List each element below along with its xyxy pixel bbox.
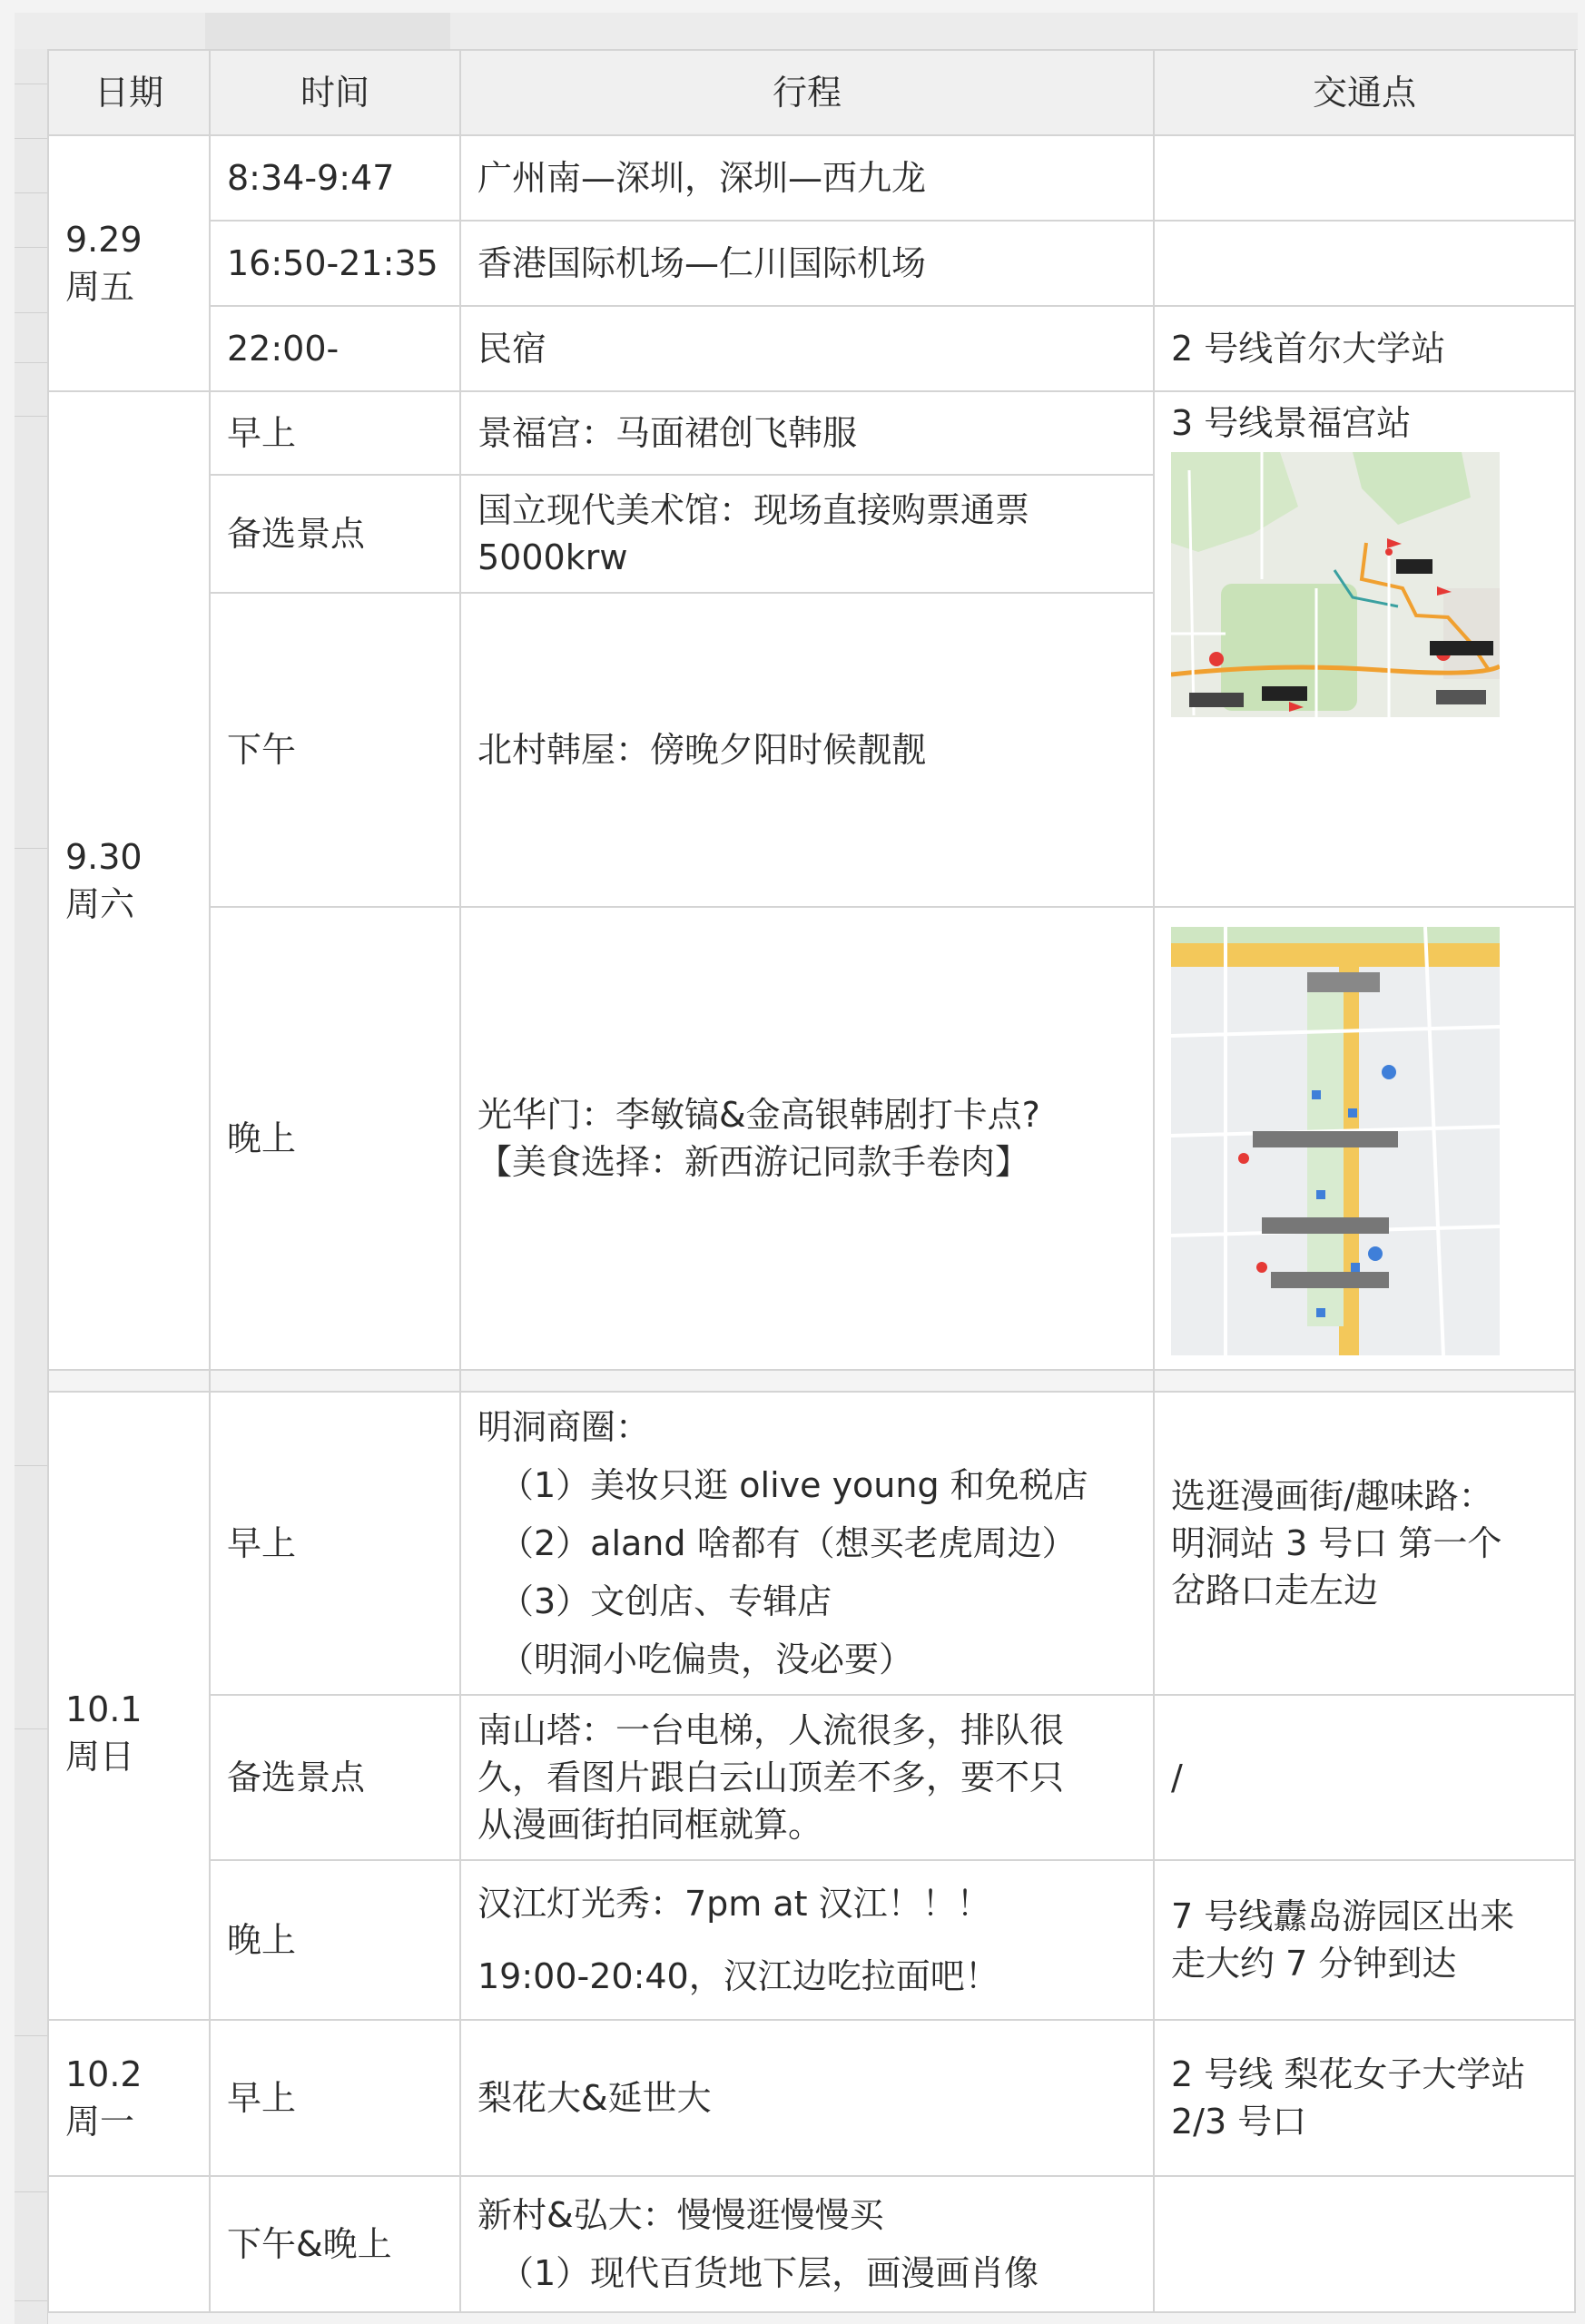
plan-cell[interactable] [460,907,1154,1370]
weekday-label: 周五 [65,267,135,307]
plan-line: 汉江灯光秀：7pm at 汉江！！！ [477,1884,991,1924]
plan-cell[interactable] [460,2176,1154,2312]
date-cell[interactable] [48,135,210,391]
column-header-strip [15,13,1578,50]
transit-line: 2/3 号口 [1171,2102,1307,2142]
transit-line: 2 号线 梨花女子大学站 [1171,2054,1526,2094]
weekday-label: 周一 [65,2102,135,2142]
transit-cell[interactable] [1154,135,1575,221]
plan-cell[interactable]: 北村韩屋：傍晚夕阳时候靓靓 [460,593,1154,907]
plan-line: 从漫画街拍同框就算。 [477,1805,823,1845]
time-cell[interactable]: 早上 [210,2020,460,2176]
plan-line: （2）aland 啥都有（想买老虎周边） [499,1523,1077,1563]
transit-line: 选逛漫画街/趣味路： [1171,1476,1493,1516]
plan-line: 光华门：李敏镐&金高银韩剧打卡点? [477,1095,1040,1135]
date-label: 9.29 [65,220,143,260]
table-row [48,391,1575,475]
transit-line: 走大约 7 分钟到达 [1171,1944,1457,1984]
time-cell[interactable]: 晚上 [210,907,460,1370]
table-row [48,1392,1575,1695]
time-cell[interactable]: 16:50-21:35 [210,221,460,306]
plan-line: （1）现代百货地下层，画漫画肖像 [499,2253,1039,2293]
itinerary-table [47,49,1576,2313]
weekday-label: 周日 [65,1737,135,1777]
table-row [48,306,1575,391]
plan-cell[interactable]: 景福宫：马面裙创飞韩服 [460,391,1154,475]
plan-line: 久，看图片跟白云山顶差不多，要不只 [477,1758,1065,1797]
time-cell[interactable]: 22:00- [210,306,460,391]
date-cell[interactable] [48,2020,210,2176]
date-cell[interactable] [48,1392,210,2020]
time-cell[interactable]: 下午 [210,593,460,907]
header-time: 时间 [210,50,460,135]
transit-cell[interactable]: 2 号线首尔大学站 [1154,306,1575,391]
weekday-label: 周六 [65,884,135,924]
header-transit: 交通点 [1154,50,1575,135]
transit-line: 7 号线纛岛游园区出来 [1171,1896,1515,1936]
transit-line: 明洞站 3 号口 第一个 [1171,1523,1502,1563]
transit-cell[interactable] [1154,2020,1575,2176]
time-cell[interactable]: 备选景点 [210,1695,460,1860]
plan-cell[interactable]: 广州南—深圳，深圳—西九龙 [460,135,1154,221]
time-cell[interactable]: 早上 [210,391,460,475]
table-row [48,2020,1575,2176]
transit-cell[interactable] [1154,907,1575,1370]
table-row [48,135,1575,221]
map-gyeongbokgung-icon[interactable] [1171,452,1500,717]
plan-line: 19:00-20:40，汉江边吃拉面吧！ [477,1956,999,1996]
plan-line: （1）美妆只逛 olive young 和免税店 [499,1465,1088,1505]
row-number-gutter [15,49,48,2324]
transit-line: 岔路口走左边 [1171,1571,1379,1610]
table-row [48,1695,1575,1860]
header-plan: 行程 [460,50,1154,135]
header-row [48,50,1575,135]
plan-cell[interactable]: 梨花大&延世大 [460,2020,1154,2176]
plan-line: （明洞小吃偏贵，没必要） [499,1640,914,1679]
transit-text: 3 号线景福宫站 [1171,403,1412,443]
time-cell[interactable]: 早上 [210,1392,460,1695]
plan-line: （3）文创店、专辑店 [499,1581,832,1621]
header-date: 日期 [48,50,210,135]
plan-line: 【美食选择：新西游记同款手卷肉】 [477,1142,1030,1182]
transit-cell[interactable] [1154,1392,1575,1695]
table-row [48,907,1575,1370]
plan-cell[interactable] [460,1392,1154,1695]
date-label: 10.1 [65,1689,143,1729]
table-row [48,1860,1575,2020]
date-cell[interactable] [48,391,210,1370]
time-cell[interactable]: 8:34-9:47 [210,135,460,221]
table-row [48,1370,1575,1392]
time-cell[interactable]: 备选景点 [210,475,460,593]
date-label: 10.2 [65,2054,143,2094]
plan-line: 国立现代美术馆：现场直接购票通票 [477,490,1030,530]
transit-cell[interactable]: / [1154,1695,1575,1860]
transit-cell[interactable] [1154,391,1575,907]
selected-column-indicator [205,13,450,49]
plan-line: 南山塔：一台电梯，人流很多，排队很 [477,1710,1065,1750]
date-label: 9.30 [65,837,143,877]
plan-cell[interactable]: 民宿 [460,306,1154,391]
time-cell[interactable]: 晚上 [210,1860,460,2020]
plan-cell[interactable] [460,475,1154,593]
date-cell[interactable] [48,2176,210,2312]
map-gwanghwamun-icon[interactable] [1171,927,1500,1355]
plan-line: 明洞商圈： [477,1407,651,1447]
table-row [48,221,1575,306]
transit-cell[interactable] [1154,1860,1575,2020]
transit-cell[interactable] [1154,2176,1575,2312]
plan-cell[interactable] [460,1695,1154,1860]
plan-line: 新村&弘大：慢慢逛慢慢买 [477,2195,884,2235]
plan-cell[interactable] [460,1860,1154,2020]
plan-cell[interactable]: 香港国际机场—仁川国际机场 [460,221,1154,306]
table-row [48,2176,1575,2312]
transit-cell[interactable] [1154,221,1575,306]
time-cell[interactable]: 下午&晚上 [210,2176,460,2312]
plan-line: 5000krw [477,537,628,577]
